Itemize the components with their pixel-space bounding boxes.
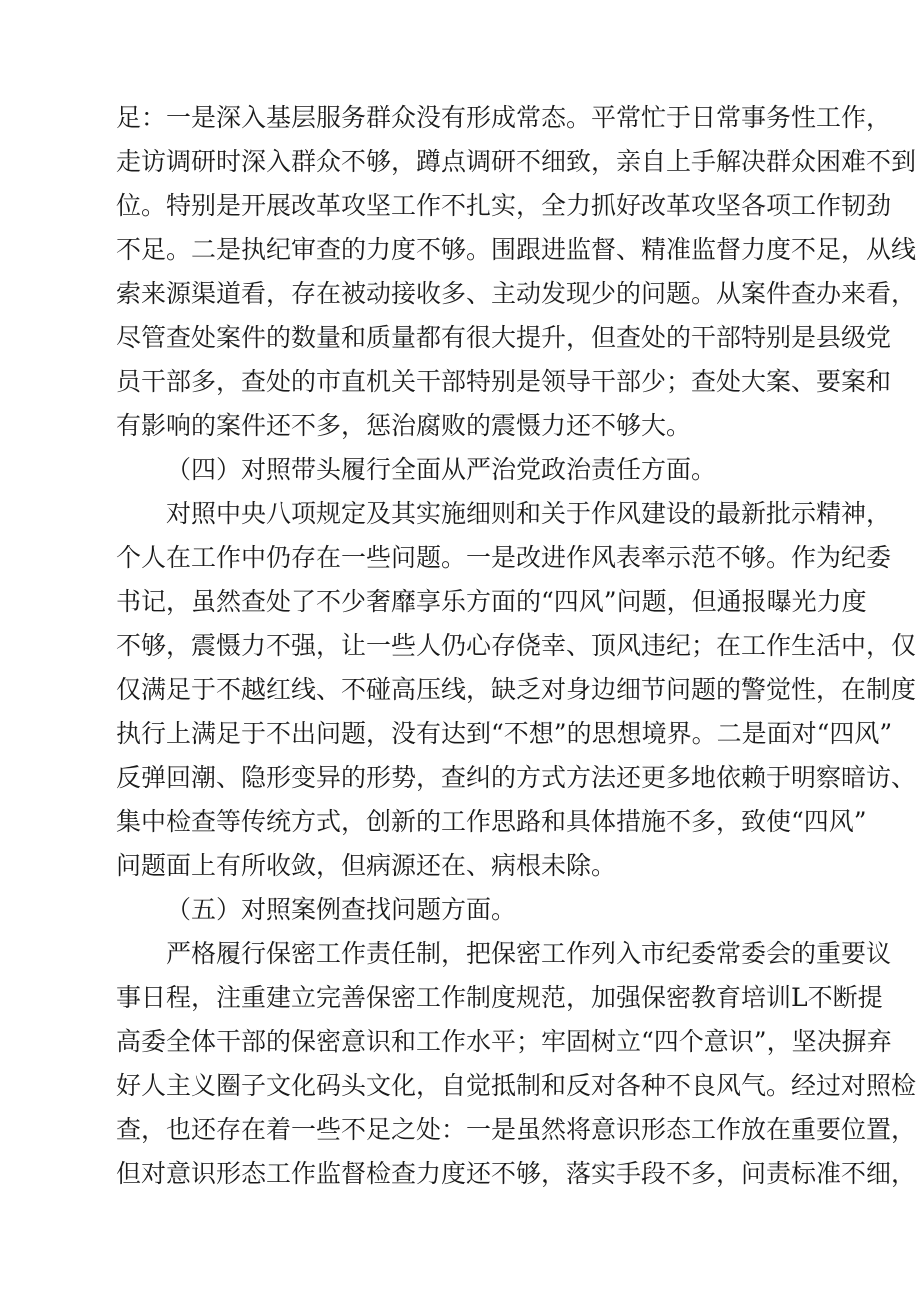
- text-line: 不够，震慑力不强，让一些人仍心存侥幸、顶风违纪；在工作生活中，仅: [116, 631, 917, 660]
- text-line: 问题面上有所收敛，但病源还在、病根未除。: [116, 851, 617, 880]
- text-line: 有影响的案件还不多，惩治腐败的震慑力还不够大。: [116, 411, 692, 440]
- text-line: 尽管查处案件的数量和质量都有很大提升，但查处的干部特别是县级党: [116, 323, 892, 352]
- text-line: 反弹回潮、隐形变异的形势，查纠的方式方法还更多地依赖于明察暗访、: [116, 763, 917, 792]
- text-line: 高委全体干部的保密意识和工作水平；牢固树立“四个意识”，坚决摒弃: [116, 1027, 892, 1056]
- text-line: 个人在工作中仍存在一些问题。一是改进作风表率示范不够。作为纪委: [116, 543, 892, 572]
- paragraph-first-line: 严格履行保密工作责任制，把保密工作列入市纪委常委会的重要议: [166, 939, 892, 968]
- text-line: 索来源渠道看，存在被动接收多、主动发现少的问题。从案件查办来看，: [116, 279, 917, 308]
- text-line: 查，也还存在着一些不足之处：一是虽然将意识形态工作放在重要位置，: [116, 1115, 917, 1144]
- text-line: 事日程，注重建立完善保密工作制度规范，加强保密教育培训L不断提: [116, 983, 883, 1012]
- section-heading: （五）对照案例查找问题方面。: [166, 895, 517, 924]
- paragraph-first-line: 对照中央八项规定及其实施细则和关于作风建设的最新批示精神，: [166, 499, 892, 528]
- text-line: 仅满足于不越红线、不碰高压线，缺乏对身边细节问题的警觉性，在制度: [116, 675, 917, 704]
- text-line: 位。特别是开展改革攻坚工作不扎实，全力抓好改革攻坚各项工作韧劲: [116, 191, 892, 220]
- text-line: 但对意识形态工作监督检查力度还不够，落实手段不多，问责标准不细，: [116, 1159, 917, 1188]
- text-line: 集中检查等传统方式，创新的工作思路和具体措施不多，致使“四风”: [116, 807, 867, 836]
- text-line: 好人主义圈子文化码头文化，自觉抵制和反对各种不良风气。经过对照检: [116, 1071, 917, 1100]
- text-line: 足：一是深入基层服务群众没有形成常态。平常忙于日常事务性工作，: [116, 103, 892, 132]
- section-heading: （四）对照带头履行全面从严治党政治责任方面。: [166, 455, 717, 484]
- text-line: 走访调研时深入群众不够，蹲点调研不细致，亲自上手解决群众困难不到: [116, 147, 917, 176]
- text-line: 执行上满足于不出问题，没有达到“不想”的思想境界。二是面对“四风”: [116, 719, 893, 748]
- text-line: 员干部多，查处的市直机关干部特别是领导干部少；查处大案、要案和: [116, 367, 892, 396]
- text-line: 不足。二是执纪审查的力度不够。围跟进监督、精准监督力度不足，从线: [116, 235, 917, 264]
- text-line: 书记，虽然查处了不少奢靡享乐方面的“四风”问题，但通报曝光力度: [116, 587, 867, 616]
